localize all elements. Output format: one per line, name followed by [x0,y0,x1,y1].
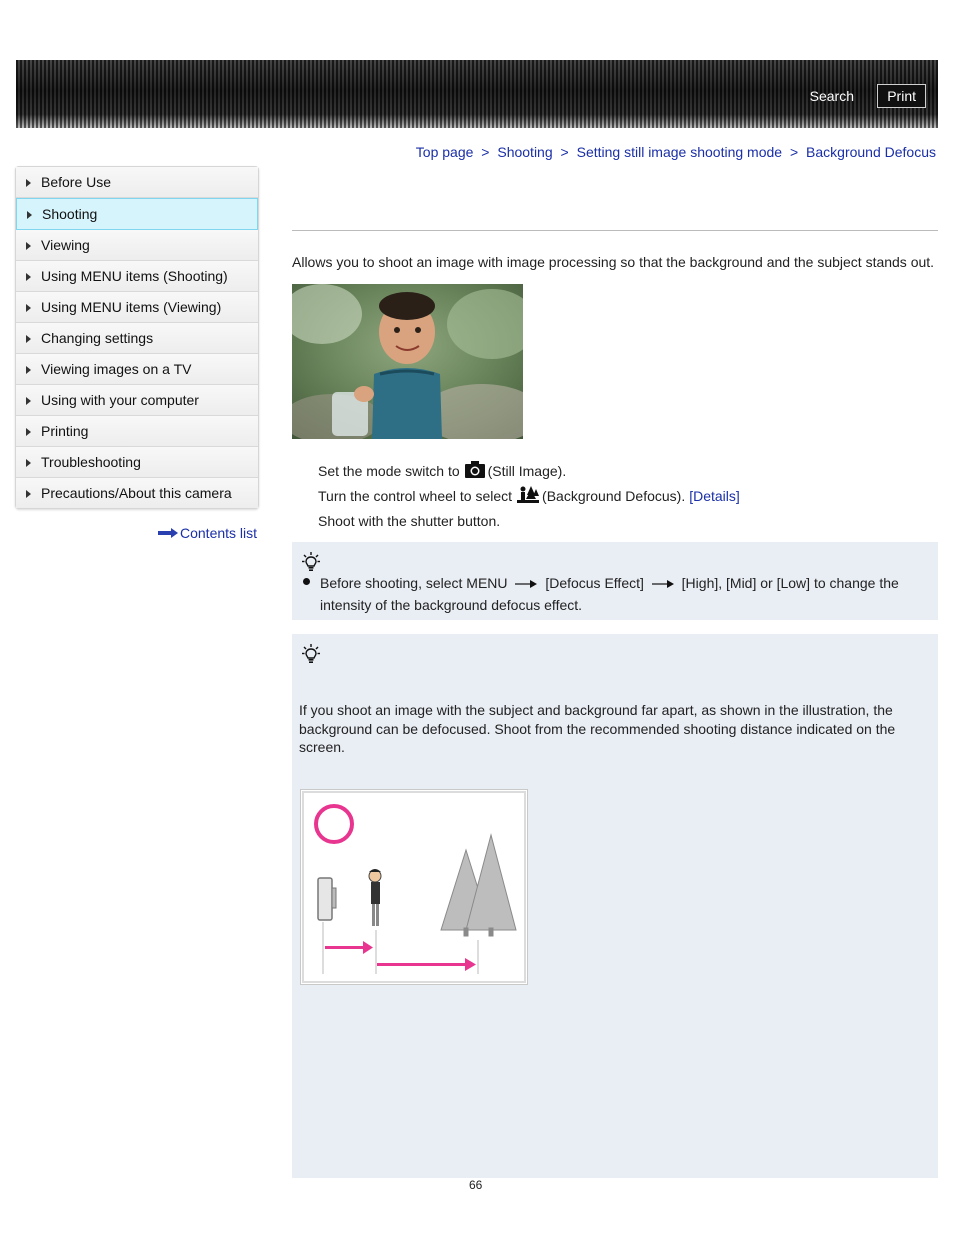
breadcrumb-separator: > [481,144,490,160]
nav-arrow-icon [27,211,32,219]
sidebar-item-label: Troubleshooting [41,454,141,470]
distance-illustration [300,789,528,985]
step-text: (Still Image). [487,462,567,479]
breadcrumb-shooting[interactable]: Shooting [497,144,553,160]
nav-arrow-icon [26,304,31,312]
arrow-right-icon [158,528,178,538]
sidebar-item-shooting[interactable] [16,198,258,230]
step-text: (Background Defocus). [542,487,686,504]
print-button[interactable]: Print [877,84,926,108]
sidebar-nav [15,166,259,509]
search-button[interactable]: Search [809,88,854,104]
hint-text-part: [High], [Mid] or [Low] to change the intensity of the background defocus effect. [320,575,899,613]
steps-list [318,458,740,533]
step-text: Shoot with the shutter button. [318,512,501,529]
hint-box-defocus-effect [292,542,938,620]
contents-list-link[interactable] [158,525,257,541]
hint-text-part: [Defocus Effect] [545,575,644,591]
breadcrumb-setting-still-image[interactable]: Setting still image shooting mode [576,144,783,160]
breadcrumb-separator: > [560,144,569,160]
hint-text-part: Before shooting, select MENU [320,575,508,591]
breadcrumb [416,144,936,160]
sidebar-item-label: Precautions/About this camera [41,485,232,501]
nav-arrow-icon [26,366,31,374]
hint-text [320,572,910,616]
nav-arrow-icon [26,459,31,467]
nav-arrow-icon [26,273,31,281]
sidebar-item-label: Viewing [41,237,90,253]
intro-text: Allows you to shoot an image with image processing so that the background and the subject stands out. [292,254,935,270]
lightbulb-hint-icon [302,552,320,572]
sidebar-item-menu-shooting[interactable] [16,261,258,292]
sidebar-item-label: Printing [41,423,89,439]
sidebar-item-menu-viewing[interactable] [16,292,258,323]
sidebar-item-viewing-tv[interactable] [16,354,258,385]
sidebar-item-changing-settings[interactable] [16,323,258,354]
camera-icon [465,460,485,478]
bullet-dot [303,578,310,585]
sidebar-item-label: Using MENU items (Viewing) [41,299,222,315]
hint-text: If you shoot an image with the subject and background far apart, as shown in the illustration, the background can be defocused. Shoot from the recommended shooting distance indicated on the screen. [299,702,896,755]
background-defocus-icon [517,485,539,503]
sidebar-item-label: Using MENU items (Shooting) [41,268,228,284]
nav-arrow-icon [26,428,31,436]
details-link[interactable]: [Details] [689,487,740,504]
hint-box-shooting-distance [292,634,938,1178]
sidebar-item-label: Changing settings [41,330,154,346]
nav-arrow-icon [26,242,31,250]
sidebar-item-label: Viewing images on a TV [41,361,192,377]
sidebar-item-label: Before Use [41,174,112,190]
sidebar-item-troubleshooting[interactable] [16,447,258,478]
nav-arrow-icon [26,397,31,405]
page-number: 66 [469,1178,483,1192]
sidebar-item-computer[interactable] [16,385,258,416]
sample-photo [292,284,523,439]
breadcrumb-top-page[interactable]: Top page [415,144,474,160]
child-photo-image [292,284,523,439]
lightbulb-hint-icon [302,644,320,664]
nav-arrow-icon [26,335,31,343]
nav-arrow-icon [26,490,31,498]
sidebar-item-label: Using with your computer [41,392,199,408]
step-1 [318,458,740,483]
step-text: Set the mode switch to [318,462,460,479]
title-divider [292,230,938,231]
sidebar-item-label: Shooting [42,206,98,222]
step-3 [318,508,740,533]
step-2 [318,483,740,508]
breadcrumb-background-defocus[interactable]: Background Defocus [806,144,936,160]
arrow-right-icon [515,580,537,588]
nav-arrow-icon [26,179,31,187]
breadcrumb-separator: > [789,144,799,160]
contents-list-label: Contents list [180,525,258,541]
sidebar-item-precautions[interactable] [16,478,258,508]
sidebar-item-printing[interactable] [16,416,258,447]
sidebar-item-viewing[interactable] [16,230,258,261]
arrow-right-icon [652,580,674,588]
header-bar [16,60,938,128]
sidebar-item-before-use[interactable] [16,167,258,198]
step-text: Turn the control wheel to select [318,487,513,504]
